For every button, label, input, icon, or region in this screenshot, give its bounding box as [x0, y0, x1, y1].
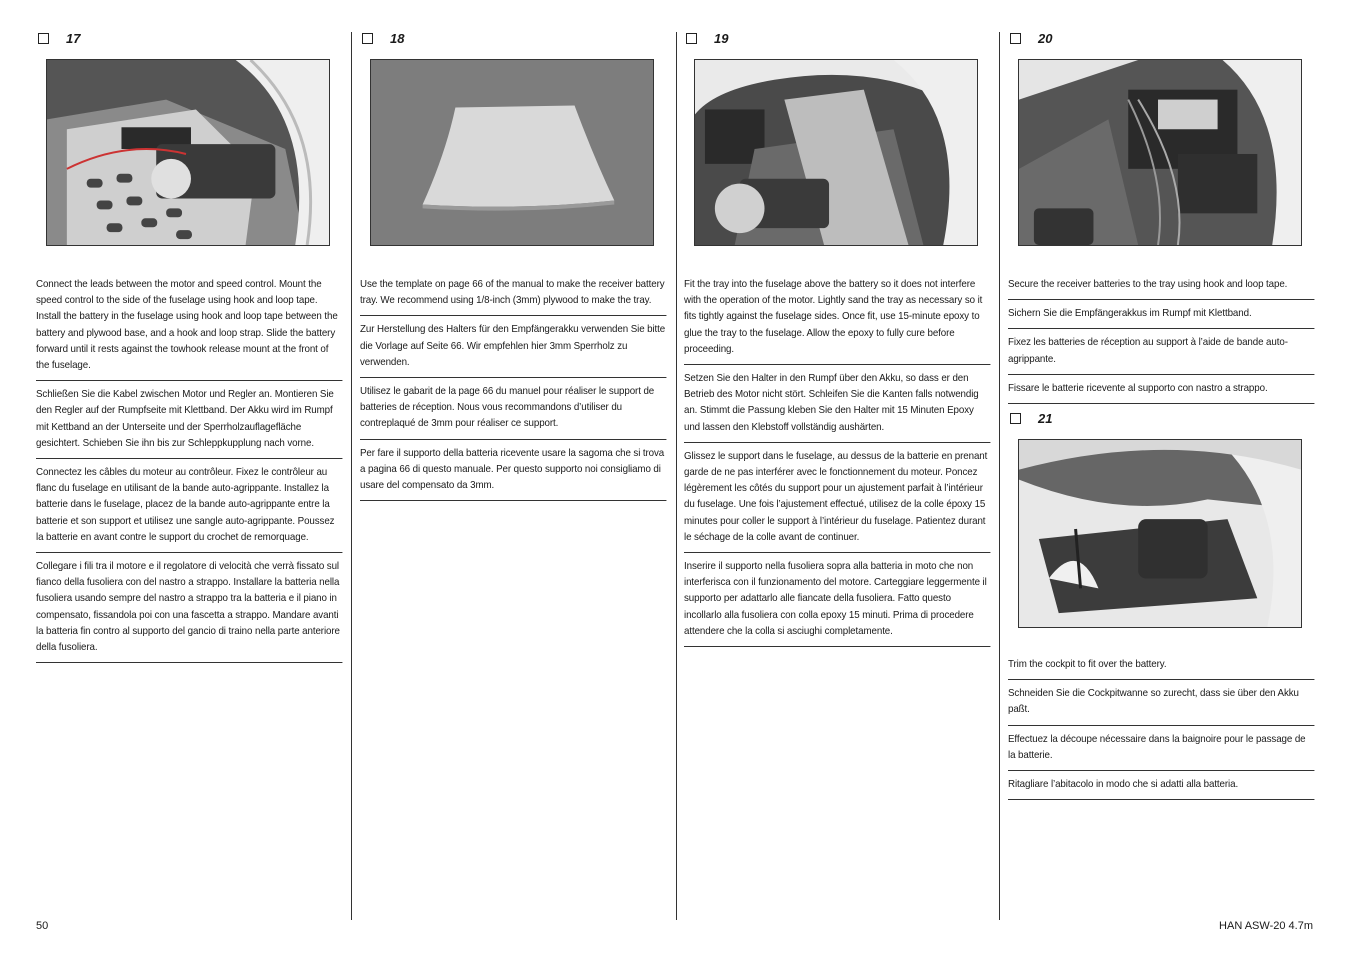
paragraph-en: Secure the receiver batteries to the tray using hook and loop tape. [1008, 275, 1314, 300]
step-19-header [684, 30, 990, 46]
step-20-header [1008, 30, 1314, 46]
paragraph-en: Connect the leads between the motor and speed control. Mount the speed control to the side of the fuselage using hook and loop tape. Install the battery in the fuselage using hook and loop tape between the battery and plywood base, and a hook and loop strap. Slide the battery forward until it rests against the towhook release mount at the front of the fuselage. [36, 275, 342, 381]
step-21-text [1008, 655, 1314, 804]
checkbox-icon[interactable] [686, 33, 697, 44]
step-18-text [360, 275, 666, 505]
step-number: 17 [66, 30, 81, 46]
document-title: HAN ASW-20 4.7m [1219, 920, 1313, 932]
paragraph-it: Ritagliare l’abitacolo in modo che si adatti alla batteria. [1008, 775, 1314, 800]
column-divider [351, 32, 352, 920]
page-number: 50 [36, 920, 49, 932]
step-number: 19 [714, 30, 729, 46]
paragraph-it: Per fare il supporto della batteria ricevente usare la sagoma che si trova a pagina 66 di questo manuale. Per questo supporto noi consigliamo di usare del compensato da 3mm. [360, 444, 666, 502]
paragraph-de: Sichern Sie die Empfängerakkus im Rumpf mit Klettband. [1008, 304, 1314, 329]
paragraph-fr: Connectez les câbles du moteur au contrôleur. Fixez le contrôleur au flanc du fuselage en utilisant de la bande auto-agrippante. Installez la batterie dans le fuselage, placez de la bande auto-agrippante entre la batterie et son support et utilisez une sangle auto-agrippante. Poussez la batterie en avant contre le support du crochet de remorquage. [36, 463, 342, 553]
paragraph-de: Schließen Sie die Kabel zwischen Motor und Regler an. Montieren Sie den Regler auf der Rumpfseite mit Klettband. Der Akku wird im Rumpf mit Kettband an der Unterseite und der Sperrholzauflagefläche gesichtert. Schieben Sie ihn bis zur Schleppkupplung nach vorne. [36, 385, 342, 459]
step-19-text [684, 275, 990, 651]
paragraph-it: Collegare i fili tra il motore e il regolatore di velocità che verrà fissato sul fianco della fusoliera con del nastro a strappo. Installare la batteria nella fusoliera usando sempre del nastro a strappo tra la batteria e il piano in compensato, fissandola poi con una fascetta a strappo. Mandare avanti la batteria fin contro al supporto del gancio di traino nella parte anteriore della fusoliera. [36, 557, 342, 663]
step-20-column [1008, 30, 1314, 791]
step-number: 21 [1038, 410, 1053, 426]
step-21-header [1008, 410, 1052, 426]
step-17-text [36, 275, 342, 667]
paragraph-it: Inserire il supporto nella fusoliera sopra alla batteria in moto che non interferisca con il funzionamento del motore. Carteggiare leggermente il supporto per adattarlo alle fiancate della fusoliera. Fatto questo incollarlo alla fusoliera con colla epoxy 15 minuti. Prima di procedere attendere che la colla si asciughi completamente. [684, 557, 990, 647]
step-20-text [1008, 275, 1314, 408]
checkbox-icon[interactable] [1010, 413, 1021, 424]
paragraph-fr: Glissez le support dans le fuselage, au dessus de la batterie en prenant garde de ne pas interférer avec le fonctionnement du moteur. Poncez légèrement les côtés du support pour un ajustement parfait à l’intérieur du fuselage. Une fois l’ajustement effectué, utilisez de la colle époxy 15 minutes pour coller le support à l’intérieur du fuselage. Patientez durant le séchage de la colle avant de continuer. [684, 447, 990, 553]
paragraph-en: Use the template on page 66 of the manual to make the receiver battery tray. We recommend using 1/8-inch (3mm) plywood to make the tray. [360, 275, 666, 316]
step-number: 18 [390, 30, 405, 46]
step-18-column [360, 30, 666, 492]
paragraph-en: Fit the tray into the fuselage above the battery so it does not interfere with the operation of the motor. Lightly sand the tray as necessary so it fits tightly against the fuselage sides. Once fit, use 15-minute epoxy to glue the tray to the fuselage. Allow the epoxy to fully cure before proceeding. [684, 275, 990, 365]
paragraph-fr: Utilisez le gabarit de la page 66 du manuel pour réaliser le support de batteries de réception. Nous vous recommandons d’utiliser du contreplaqué de 3mm pour réaliser ce support. [360, 382, 666, 440]
checkbox-icon[interactable] [362, 33, 373, 44]
step-17-header [36, 30, 342, 46]
step-21-photo [1018, 439, 1302, 628]
paragraph-fr: Effectuez la découpe nécessaire dans la baignoire pour le passage de la batterie. [1008, 730, 1314, 771]
column-divider [676, 32, 677, 920]
step-18-photo [370, 59, 654, 246]
step-20-photo [1018, 59, 1302, 246]
column-divider [999, 32, 1000, 920]
step-19-column [684, 30, 990, 637]
paragraph-fr: Fixez les batteries de réception au support à l’aide de bande auto-agrippante. [1008, 333, 1314, 374]
step-17-photo [46, 59, 330, 246]
checkbox-icon[interactable] [38, 33, 49, 44]
step-17-column [36, 30, 342, 654]
checkbox-icon[interactable] [1010, 33, 1021, 44]
paragraph-de: Setzen Sie den Halter in den Rumpf über den Akku, so dass er den Betrieb des Motor nicht stört. Schleifen Sie die Kanten falls notwendig an. Stimmt die Passung kleben Sie den Halter mit 15 Minuten Epoxy und lassen den Klebstoff vollständig aushärten. [684, 369, 990, 443]
step-number: 20 [1038, 30, 1053, 46]
paragraph-de: Zur Herstellung des Halters für den Empfängerakku verwenden Sie bitte die Vorlage auf Seite 66. Wir empfehlen hier 3mm Sperrholz zu verwenden. [360, 320, 666, 378]
paragraph-en: Trim the cockpit to fit over the battery. [1008, 655, 1314, 680]
step-18-header [360, 30, 666, 46]
paragraph-de: Schneiden Sie die Cockpitwanne so zurecht, dass sie über den Akku paßt. [1008, 684, 1314, 725]
paragraph-it: Fissare le batterie ricevente al supporto con nastro a strappo. [1008, 379, 1314, 404]
step-19-photo [694, 59, 978, 246]
